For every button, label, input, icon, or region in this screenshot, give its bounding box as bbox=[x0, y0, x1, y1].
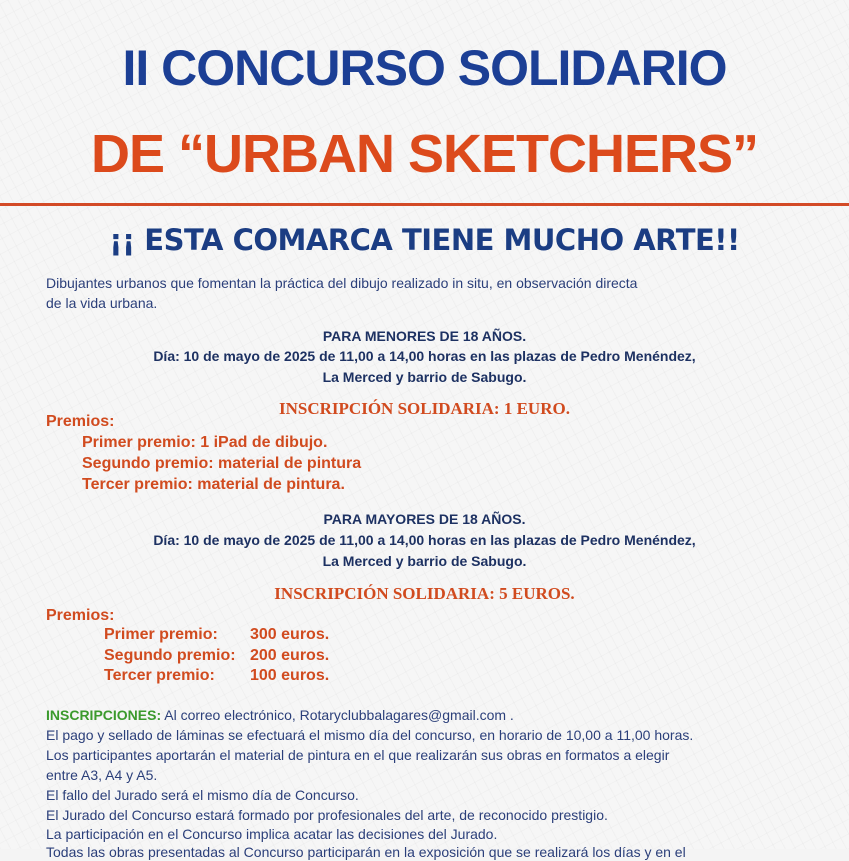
prize-amount: 200 euros. bbox=[250, 647, 330, 664]
prize-name: Tercer premio: bbox=[104, 667, 215, 684]
prize-item: Segundo premio: material de pintura bbox=[82, 455, 362, 472]
rules-line: Los participantes aportarán el material de pintura en el que realizarán sus obras en formatos a elegir bbox=[46, 747, 670, 763]
mayores-fee: INSCRIPCIÓN SOLIDARIA: 5 EUROS. bbox=[274, 584, 575, 603]
inscripciones-email-text: Al correo electrónico, Rotaryclubbalagares@gmail.com . bbox=[161, 707, 514, 723]
rules-line: El pago y sellado de láminas se efectuará el mismo día del concurso, en horario de 10,00 a 11,00 horas. bbox=[46, 727, 694, 743]
intro-line: de la vida urbana. bbox=[46, 295, 158, 311]
mayores-detail: Día: 10 de mayo de 2025 de 11,00 a 14,00 horas en las plazas de Pedro Menéndez, bbox=[153, 532, 696, 548]
mayores-detail: La Merced y barrio de Sabugo. bbox=[322, 553, 527, 569]
prize-amount: 300 euros. bbox=[250, 626, 330, 643]
mayores-prizes-label: Premios: bbox=[46, 607, 115, 624]
prize-name: Segundo premio: bbox=[104, 647, 236, 664]
prize-item: Tercer premio: material de pintura. bbox=[82, 476, 345, 493]
menores-detail: La Merced y barrio de Sabugo. bbox=[322, 369, 527, 385]
menores-detail: Día: 10 de mayo de 2025 de 11,00 a 14,00 horas en las plazas de Pedro Menéndez, bbox=[153, 348, 696, 364]
rules-line: Todas las obras presentadas al Concurso participarán en la exposición que se realizará los días y en el bbox=[46, 844, 686, 860]
slogan: ¡¡ ESTA COMARCA TIENE MUCHO ARTE!! bbox=[109, 223, 740, 257]
rules-line: El Jurado del Concurso estará formado por profesionales del arte, de reconocido prestigio. bbox=[46, 807, 608, 823]
inscripciones-label: INSCRIPCIONES: bbox=[46, 707, 162, 723]
prize-item: Primer premio: 1 iPad de dibujo. bbox=[82, 434, 328, 451]
menores-prizes-label: Premios: bbox=[46, 413, 115, 430]
rules-line: El fallo del Jurado será el mismo día de Concurso. bbox=[46, 787, 359, 803]
menores-heading: PARA MENORES DE 18 AÑOS. bbox=[322, 328, 527, 344]
title-line-2: DE “URBAN SKETCHERS” bbox=[90, 124, 759, 184]
divider bbox=[0, 203, 849, 206]
mayores-heading: PARA MAYORES DE 18 AÑOS. bbox=[323, 511, 526, 527]
intro-line: Dibujantes urbanos que fomentan la práctica del dibujo realizado in situ, en observación directa bbox=[46, 275, 638, 291]
title-line-1: II CONCURSO SOLIDARIO bbox=[122, 40, 727, 96]
rules-line: La participación en el Concurso implica acatar las decisiones del Jurado. bbox=[46, 826, 498, 842]
inscripciones-line bbox=[46, 706, 514, 724]
prize-amount: 100 euros. bbox=[250, 667, 330, 684]
rules-line: entre A3, A4 y A5. bbox=[46, 767, 158, 783]
prize-name: Primer premio: bbox=[104, 626, 218, 643]
menores-fee: INSCRIPCIÓN SOLIDARIA: 1 EURO. bbox=[279, 399, 570, 418]
